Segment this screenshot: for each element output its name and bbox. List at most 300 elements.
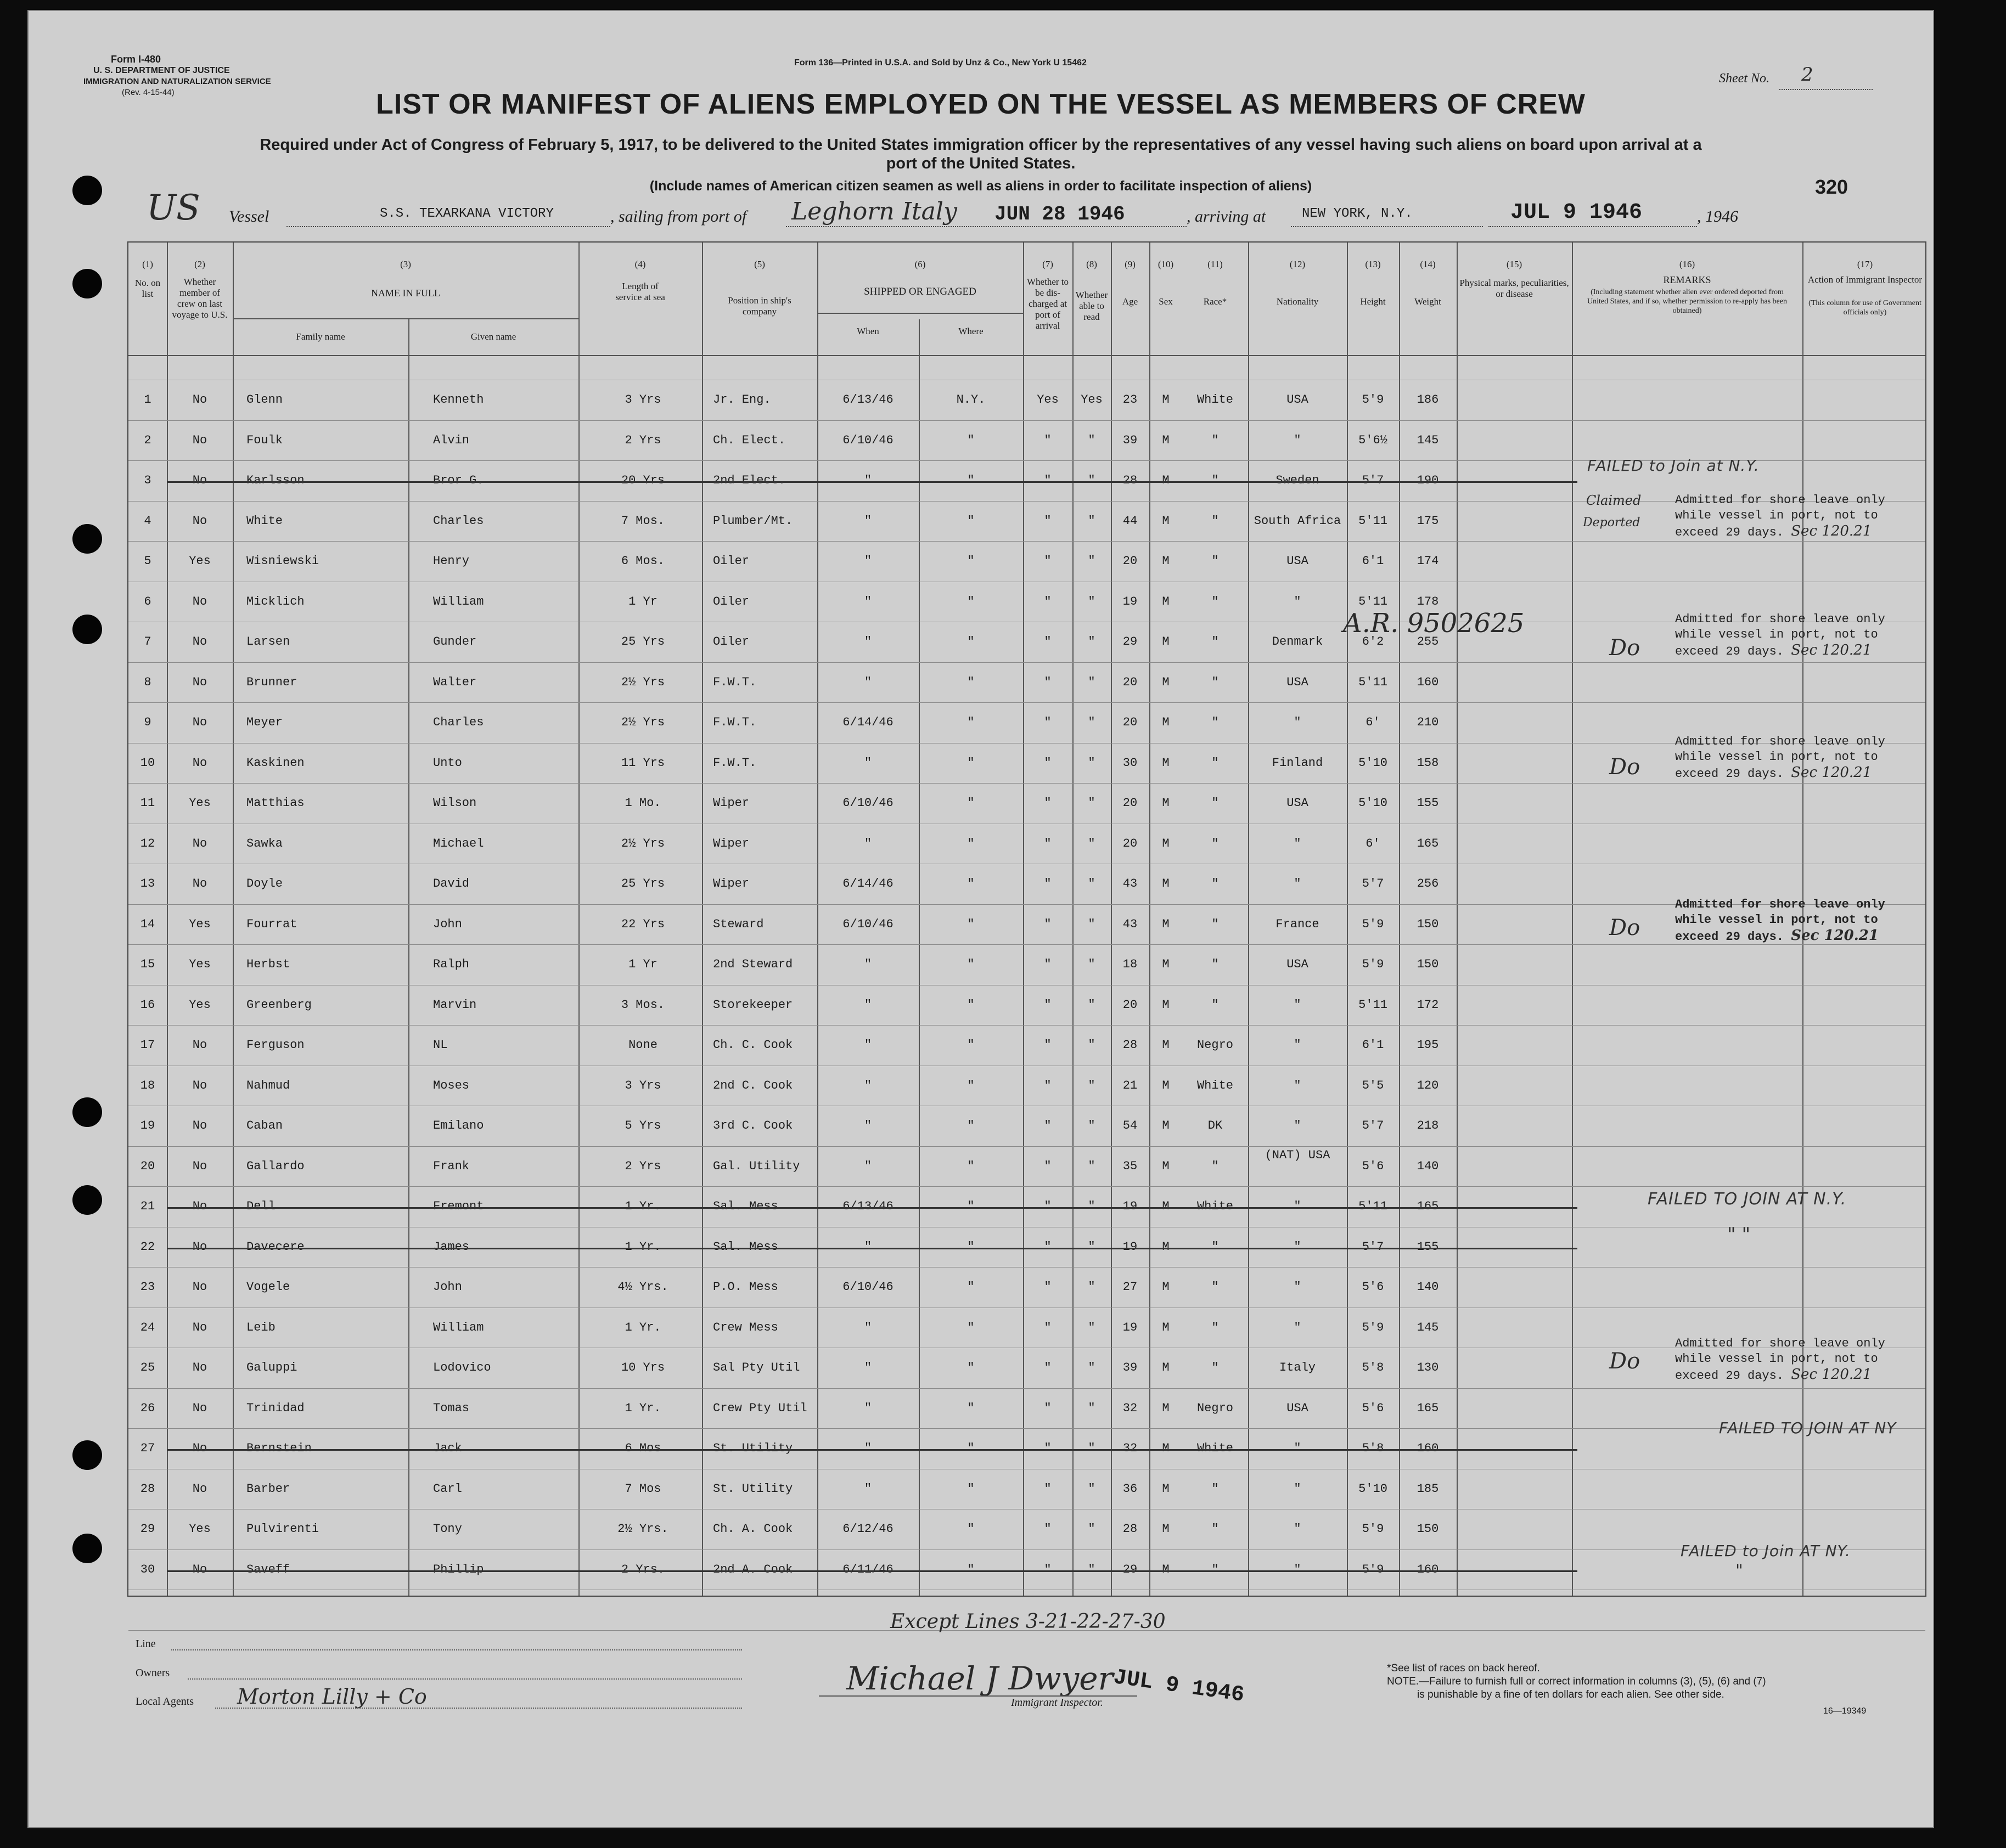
cell-given: Charles — [433, 514, 484, 528]
cell-position: St. Utility — [713, 1441, 793, 1455]
inspector-signature: Michael J Dwyer — [846, 1660, 1114, 1697]
cell-family: Pulvirenti — [246, 1522, 319, 1536]
vessel-name: S.S. TEXARKANA VICTORY — [380, 206, 554, 221]
ditto-mark-row-10: Do — [1609, 754, 1640, 780]
cell-read: " — [1088, 715, 1095, 729]
colnum: (16) — [1679, 259, 1695, 269]
cell-discharge: " — [1044, 594, 1052, 609]
cell-no: 29 — [140, 1522, 155, 1536]
cell-no: 12 — [140, 836, 155, 850]
ditto-mark-row-25: Do — [1609, 1349, 1640, 1374]
colnum: (14) — [1420, 259, 1436, 269]
cell-where: " — [967, 433, 975, 447]
cell-position: Sal. Mess — [713, 1239, 778, 1254]
cell-where: " — [967, 836, 975, 850]
cell-no: 10 — [140, 756, 155, 770]
cell-position: Ch. Elect. — [713, 433, 786, 447]
cell-sex: M — [1162, 836, 1170, 850]
cell-when: " — [864, 1441, 872, 1455]
cell-age: 28 — [1122, 1038, 1138, 1052]
cell-when: " — [864, 1361, 872, 1374]
cell-given: Alvin — [433, 433, 470, 447]
cell-when: " — [864, 1038, 872, 1052]
cell-nat: " — [1294, 1522, 1301, 1536]
cell-service: 22 Yrs — [621, 917, 665, 931]
cell-no: 28 — [140, 1481, 155, 1496]
crew-table — [127, 241, 1926, 1597]
cell-family: Caban — [246, 1119, 283, 1133]
cell-position: Wiper — [713, 836, 750, 850]
date-underline — [1488, 226, 1697, 227]
cell-service: 6 Mos — [625, 1441, 661, 1455]
cell-race: " — [1211, 1280, 1219, 1294]
ditto-mark-row-14: Do — [1609, 915, 1640, 940]
cell-service: 1 Mo. — [625, 796, 661, 810]
cell-service: 1 Yr. — [625, 1199, 661, 1213]
cell-position: Ch. C. Cook — [713, 1038, 793, 1052]
cell-family: Greenberg — [246, 998, 312, 1012]
cell-given: Phillip — [433, 1562, 484, 1576]
cell-no: 30 — [140, 1562, 155, 1576]
cell-nat: Finland — [1272, 756, 1323, 770]
cell-weight: 195 — [1417, 1038, 1439, 1052]
cell-position: 3rd C. Cook — [713, 1119, 793, 1133]
cell-weight: 174 — [1417, 554, 1439, 568]
cell-prev: Yes — [189, 917, 211, 931]
cell-family: Sawka — [246, 836, 283, 850]
cell-service: 2½ Yrs — [621, 675, 665, 689]
cell-service: 2½ Yrs — [621, 715, 665, 729]
cell-no: 24 — [140, 1320, 155, 1334]
cell-family: Karlsson — [246, 474, 305, 487]
col-head-shipped: SHIPPED OR ENGAGED — [864, 286, 976, 297]
cell-discharge: " — [1044, 635, 1052, 649]
colnum: (6) — [914, 259, 926, 269]
manifest-sheet — [27, 10, 1934, 1828]
cell-height: 6'2 — [1362, 635, 1384, 649]
cell-service: 25 Yrs — [621, 877, 665, 891]
cell-weight: 218 — [1417, 1119, 1439, 1133]
remark-admitted-row-4: Admitted for shore leave only while vessel in port, not to exceed 29 days. Sec 120.21 — [1675, 493, 1885, 539]
cell-sex: M — [1162, 1239, 1170, 1254]
cell-read: " — [1088, 877, 1095, 891]
cell-where: " — [967, 1119, 975, 1133]
cell-given: Moses — [433, 1078, 470, 1092]
cell-prev: No — [192, 474, 207, 487]
cell-height: 6' — [1366, 836, 1380, 850]
cell-given: Lodovico — [433, 1361, 491, 1374]
cell-position: F.W.T. — [713, 675, 757, 689]
cell-when: " — [864, 1401, 872, 1415]
cell-weight: 256 — [1417, 877, 1439, 891]
cell-discharge: " — [1044, 917, 1052, 931]
cell-service: 5 Yrs — [625, 1119, 661, 1133]
cell-service: 20 Yrs — [621, 474, 665, 487]
cell-family: Ferguson — [246, 1038, 305, 1052]
cell-prev: No — [192, 715, 207, 729]
cell-nat: " — [1294, 1119, 1301, 1133]
cell-where: " — [967, 796, 975, 810]
cell-when: " — [864, 957, 872, 971]
cell-nat: " — [1294, 1239, 1301, 1254]
fine-note-1: NOTE.—Failure to furnish full or correct information in columns (3), (5), (6) and (7) — [1387, 1676, 1766, 1687]
cell-position: 2nd Steward — [713, 957, 793, 971]
punch-hole — [72, 1185, 102, 1215]
cell-where: " — [967, 1038, 975, 1052]
cell-sex: M — [1162, 756, 1170, 770]
col-head-when: When — [857, 326, 879, 336]
cell-height: 5'6½ — [1358, 433, 1387, 447]
cell-race: White — [1196, 1441, 1233, 1455]
cell-age: 39 — [1122, 433, 1138, 447]
cell-given: Tomas — [433, 1401, 470, 1415]
cell-where: " — [967, 957, 975, 971]
cell-family: Galuppi — [246, 1361, 297, 1374]
col-head-name: NAME IN FULL — [371, 288, 440, 298]
cell-discharge: " — [1044, 1078, 1052, 1092]
cell-when: 6/11/46 — [842, 1562, 894, 1576]
remark-admitted-row-25: Admitted for shore leave only while vessel in port, not to exceed 29 days. Sec 120.21 — [1675, 1337, 1885, 1383]
cell-weight: 255 — [1417, 635, 1439, 649]
cell-service: 25 Yrs — [621, 635, 665, 649]
colnum: (9) — [1125, 259, 1136, 269]
cell-height: 5'9 — [1362, 1562, 1384, 1576]
cell-age: 39 — [1122, 1361, 1138, 1374]
cell-nat: USA — [1286, 957, 1308, 971]
cell-discharge: " — [1044, 1199, 1052, 1213]
cell-family: Micklich — [246, 594, 305, 609]
strikethrough-line — [167, 1570, 1577, 1572]
cell-height: 5'9 — [1362, 957, 1384, 971]
cell-nat: Italy — [1279, 1361, 1316, 1374]
cell-weight: 172 — [1417, 998, 1439, 1012]
cell-age: 28 — [1122, 474, 1138, 487]
cell-nat: Denmark — [1272, 635, 1323, 649]
cell-read: " — [1088, 836, 1095, 850]
cell-sex: M — [1162, 877, 1170, 891]
cell-given: Ralph — [433, 957, 470, 971]
cell-position: 2nd Elect. — [713, 474, 786, 487]
cell-age: 19 — [1122, 1239, 1138, 1254]
cell-discharge: " — [1044, 1562, 1052, 1576]
cell-family: Foulk — [246, 433, 283, 447]
cell-family: Brunner — [246, 675, 297, 689]
colnum: (15) — [1506, 259, 1522, 269]
cell-race: White — [1196, 393, 1233, 407]
cell-given: Frank — [433, 1159, 470, 1173]
cell-family: Bernstein — [246, 1441, 312, 1455]
cell-read: " — [1088, 917, 1095, 931]
punch-hole — [72, 1440, 102, 1470]
cell-prev: No — [192, 514, 207, 528]
col-head-sex: Sex — [1159, 296, 1173, 307]
cell-race: " — [1211, 1481, 1219, 1496]
cell-discharge: " — [1044, 1441, 1052, 1455]
cell-no: 7 — [144, 635, 151, 649]
cell-age: 19 — [1122, 1320, 1138, 1334]
cell-age: 28 — [1122, 1522, 1138, 1536]
cell-sex: M — [1162, 474, 1170, 487]
cell-age: 27 — [1122, 1280, 1138, 1294]
cell-when: " — [864, 756, 872, 770]
cell-where: " — [967, 998, 975, 1012]
vessel-underline — [286, 226, 610, 227]
cell-discharge: " — [1044, 474, 1052, 487]
cell-service: 2½ Yrs — [621, 836, 665, 850]
cell-when: 6/10/46 — [842, 433, 894, 447]
cell-read: " — [1088, 756, 1095, 770]
col-head-remarks-sub: (Including statement whether alien ever ordered deported from United States, and if so, whether permission to re-apply has been obtained) — [1587, 288, 1787, 315]
colnum: (1) — [142, 259, 153, 269]
cell-read: " — [1088, 514, 1095, 528]
cell-family: Doyle — [246, 877, 283, 891]
cell-age: 18 — [1122, 957, 1138, 971]
cell-discharge: " — [1044, 715, 1052, 729]
cell-discharge: " — [1044, 1038, 1052, 1052]
colnum: (17) — [1857, 259, 1873, 269]
cell-service: 6 Mos. — [621, 554, 665, 568]
cell-given: David — [433, 877, 470, 891]
cell-race: Negro — [1196, 1038, 1233, 1052]
cell-given: Michael — [433, 836, 484, 850]
col-head-where: Where — [958, 326, 984, 336]
cell-read: " — [1088, 796, 1095, 810]
cell-where: N.Y. — [956, 393, 986, 407]
cell-prev: No — [192, 1562, 207, 1576]
form-dept: U. S. DEPARTMENT OF JUSTICE — [93, 66, 230, 75]
races-note: *See list of races on back hereof. — [1387, 1663, 1540, 1674]
sheet-number: 2 — [1801, 64, 1813, 86]
strikethrough-line — [167, 1449, 1577, 1451]
cell-weight: 158 — [1417, 756, 1439, 770]
cell-sex: M — [1162, 957, 1170, 971]
cell-where: " — [967, 877, 975, 891]
cell-read: " — [1088, 1119, 1095, 1133]
cell-service: 1 Yr. — [625, 1239, 661, 1254]
cell-age: 20 — [1122, 675, 1138, 689]
cell-height: 5'6 — [1362, 1159, 1384, 1173]
cell-discharge: " — [1044, 998, 1052, 1012]
cell-height: 5'9 — [1362, 917, 1384, 931]
cell-weight: 210 — [1417, 715, 1439, 729]
cell-when: " — [864, 1481, 872, 1496]
cell-given: Henry — [433, 554, 470, 568]
cell-race: " — [1211, 1562, 1219, 1576]
cell-prev: Yes — [189, 796, 211, 810]
cell-where: " — [967, 715, 975, 729]
sailing-label: , sailing from port of — [610, 207, 747, 226]
cell-discharge: " — [1044, 1361, 1052, 1374]
cell-no: 26 — [140, 1401, 155, 1415]
cell-read: " — [1088, 554, 1095, 568]
cell-weight: 190 — [1417, 474, 1439, 487]
cell-given: Walter — [433, 675, 477, 689]
cell-when: " — [864, 1159, 872, 1173]
vessel-label: Vessel — [229, 207, 269, 226]
form-code: 16—19349 — [1823, 1706, 1867, 1716]
cell-service: 3 Yrs — [625, 1078, 661, 1092]
cell-prev: No — [192, 1401, 207, 1415]
cell-no: 5 — [144, 554, 151, 568]
cell-discharge: " — [1044, 675, 1052, 689]
cell-where: " — [967, 1361, 975, 1374]
cell-height: 5'11 — [1358, 594, 1387, 609]
cell-height: 5'9 — [1362, 1522, 1384, 1536]
cell-weight: 165 — [1417, 1401, 1439, 1415]
cell-nat: USA — [1286, 1401, 1308, 1415]
cell-sex: M — [1162, 554, 1170, 568]
colnum: (11) — [1207, 259, 1223, 269]
cell-sex: M — [1162, 1562, 1170, 1576]
cell-given: Emilano — [433, 1119, 484, 1133]
inspector-label: Immigrant Inspector. — [1011, 1697, 1103, 1709]
cell-where: " — [967, 1401, 975, 1415]
cell-service: 1 Yr — [628, 594, 658, 609]
cell-age: 30 — [1122, 756, 1138, 770]
cell-height: 5'10 — [1358, 796, 1387, 810]
cell-position: St. Utility — [713, 1481, 793, 1496]
cell-nat: USA — [1286, 393, 1308, 407]
cell-race: " — [1211, 1159, 1219, 1173]
cell-given: Tony — [433, 1522, 462, 1536]
arrival-date-stamp: JUL 9 1946 — [1510, 200, 1643, 225]
cell-nat: " — [1294, 1441, 1301, 1455]
arrival-underline — [1291, 226, 1483, 227]
printer-line: Form 136—Printed in U.S.A. and Sold by Unz & Co., New York U 15462 — [794, 58, 1087, 67]
cell-nat: " — [1294, 433, 1301, 447]
cell-given: Gunder — [433, 635, 477, 649]
cell-read: " — [1088, 635, 1095, 649]
cell-weight: 160 — [1417, 675, 1439, 689]
cell-prev: No — [192, 1038, 207, 1052]
cell-position: Ch. A. Cook — [713, 1522, 793, 1536]
cell-no: 11 — [140, 796, 155, 810]
cell-position: Oiler — [713, 554, 750, 568]
col-head-service: Length of service at sea — [615, 281, 665, 302]
cell-read: " — [1088, 1441, 1095, 1455]
cell-race: " — [1211, 1361, 1219, 1374]
cell-race: " — [1211, 554, 1219, 568]
cell-height: 5'7 — [1362, 877, 1384, 891]
cell-nat: " — [1294, 594, 1301, 609]
cell-family: Glenn — [246, 393, 283, 407]
col-head-position: Position in ship's company — [728, 295, 791, 317]
cell-family: White — [246, 514, 283, 528]
cell-discharge: " — [1044, 1239, 1052, 1254]
cell-position: Oiler — [713, 635, 750, 649]
cell-race: Negro — [1196, 1401, 1233, 1415]
cell-service: 1 Yr — [628, 957, 658, 971]
cell-no: 25 — [140, 1361, 155, 1374]
cell-nat: " — [1294, 1199, 1301, 1213]
cell-discharge: " — [1044, 756, 1052, 770]
form-service: IMMIGRATION AND NATURALIZATION SERVICE — [83, 77, 271, 86]
cell-service: 1 Yr. — [625, 1401, 661, 1415]
cell-nat: USA — [1286, 675, 1308, 689]
cell-service: 3 Yrs — [625, 393, 661, 407]
cell-given: William — [433, 1320, 484, 1334]
cell-position: Steward — [713, 917, 764, 931]
col-head-race: Race* — [1203, 296, 1227, 307]
cell-where: " — [967, 1239, 975, 1254]
cell-age: 20 — [1122, 554, 1138, 568]
cell-age: 44 — [1122, 514, 1138, 528]
cell-sex: M — [1162, 1401, 1170, 1415]
cell-service: 10 Yrs — [621, 1361, 665, 1374]
cell-weight: 145 — [1417, 433, 1439, 447]
remark-claimed-deported: Deported — [1583, 516, 1640, 529]
cell-race: " — [1211, 594, 1219, 609]
col-head-inspector-sub: (This column for use of Government officials only) — [1808, 299, 1921, 317]
cell-where: " — [967, 1199, 975, 1213]
cell-weight: 165 — [1417, 1199, 1439, 1213]
cell-sex: M — [1162, 917, 1170, 931]
cell-no: 9 — [144, 715, 151, 729]
cell-position: 2nd C. Cook — [713, 1078, 793, 1092]
cell-given: Jack — [433, 1441, 462, 1455]
cell-age: 54 — [1122, 1119, 1138, 1133]
footer-agents-label: Local Agents — [136, 1695, 194, 1708]
cell-discharge: " — [1044, 1522, 1052, 1536]
cell-sex: M — [1162, 393, 1170, 407]
cell-where: " — [967, 1562, 975, 1576]
cell-where: " — [967, 1441, 975, 1455]
cell-where: " — [967, 554, 975, 568]
cell-weight: 155 — [1417, 796, 1439, 810]
cell-when: " — [864, 554, 872, 568]
cell-read: " — [1088, 1199, 1095, 1213]
cell-no: 19 — [140, 1119, 155, 1133]
cell-service: 3 Mos. — [621, 998, 665, 1012]
cell-read: " — [1088, 474, 1095, 487]
cell-age: 32 — [1122, 1401, 1138, 1415]
cell-height: 5'9 — [1362, 393, 1384, 407]
remark-admitted-row-7: Admitted for shore leave only while vessel in port, not to exceed 29 days. Sec 120.21 — [1675, 612, 1885, 658]
cell-nat: " — [1294, 1481, 1301, 1496]
cell-when: 6/10/46 — [842, 917, 894, 931]
cell-nat: " — [1294, 836, 1301, 850]
cell-prev: No — [192, 877, 207, 891]
colnum: (7) — [1042, 259, 1053, 269]
cell-height: 5'8 — [1362, 1361, 1384, 1374]
cell-where: " — [967, 1078, 975, 1092]
cell-age: 19 — [1122, 1199, 1138, 1213]
cell-where: " — [967, 756, 975, 770]
cell-weight: 175 — [1417, 514, 1439, 528]
cell-race: " — [1211, 1320, 1219, 1334]
cell-height: 5'7 — [1362, 1119, 1384, 1133]
col-head-physical: Physical marks, peculiarities, or disease — [1459, 278, 1569, 299]
cell-read: " — [1088, 1280, 1095, 1294]
cell-age: 20 — [1122, 998, 1138, 1012]
cell-where: " — [967, 594, 975, 609]
footer-owners-label: Owners — [136, 1667, 170, 1679]
cell-sex: M — [1162, 715, 1170, 729]
cell-when: 6/10/46 — [842, 1280, 894, 1294]
punch-hole — [72, 269, 102, 298]
cell-position: Sal. Mess — [713, 1199, 778, 1213]
cell-family: Kaskinen — [246, 756, 305, 770]
cell-family: Leib — [246, 1320, 276, 1334]
colnum: (13) — [1365, 259, 1381, 269]
cell-discharge: " — [1044, 877, 1052, 891]
strikethrough-line — [167, 481, 1577, 483]
strikethrough-line — [167, 1207, 1577, 1209]
cell-prev: Yes — [189, 998, 211, 1012]
inspection-date-stamp: JUL 9 1946 — [1111, 1665, 1246, 1708]
fine-note-2: is punishable by a fine of ten dollars for each alien. See other side. — [1417, 1689, 1724, 1700]
cell-family: Larsen — [246, 635, 290, 649]
